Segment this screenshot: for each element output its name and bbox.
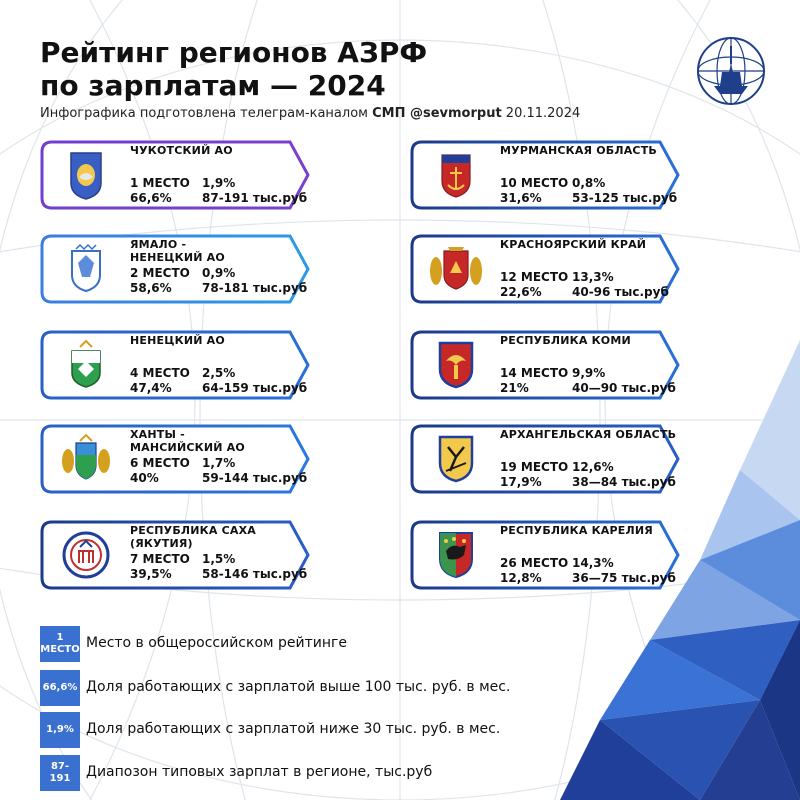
- high-salary-share: 58,6%: [130, 281, 172, 295]
- region-name-line: НЕНЕЦКИЙ АО: [130, 334, 225, 347]
- nenets-emblem-icon: [54, 339, 118, 391]
- region-name: [130, 524, 310, 550]
- yamal-emblem-icon: [54, 243, 118, 295]
- salary-range: 64-159 тыс.руб: [202, 381, 308, 395]
- high-salary-share: 21%: [500, 381, 529, 395]
- region-stats: [500, 176, 677, 206]
- legend-badge-line: 87-: [50, 761, 70, 772]
- legend-badge-line: 191: [49, 773, 71, 784]
- high-salary-share: 31,6%: [500, 191, 542, 205]
- legend-badge: [40, 626, 80, 662]
- high-salary-share: 66,6%: [130, 191, 172, 205]
- salary-range: 58-146 тыс.руб: [202, 567, 308, 581]
- place: 2 МЕСТО: [130, 266, 190, 280]
- legend-badge-line: МЕСТО: [40, 644, 80, 655]
- salary-range: 59-144 тыс.руб: [202, 471, 308, 485]
- region-name: [130, 428, 310, 454]
- place: 14 МЕСТО: [500, 366, 569, 380]
- subtitle-channel: СМП @sevmorput: [372, 106, 502, 121]
- low-salary-share: 1,7%: [202, 456, 236, 470]
- high-salary-share: 39,5%: [130, 567, 172, 581]
- salary-range: 36—75 тыс.руб: [572, 571, 676, 585]
- region-card: [410, 520, 680, 590]
- region-name: [130, 238, 310, 264]
- region-stats: [500, 556, 676, 586]
- high-salary-share: 17,9%: [500, 475, 542, 489]
- low-salary-share: 14,3%: [572, 556, 614, 570]
- region-name: [500, 524, 680, 537]
- region-name-line: МАНСИЙСКИЙ АО: [130, 441, 245, 454]
- place: 26 МЕСТО: [500, 556, 569, 570]
- subtitle: [40, 106, 580, 121]
- legend-badge: [40, 755, 80, 791]
- region-name-line: ЧУКОТСКИЙ АО: [130, 144, 233, 157]
- high-salary-share: 22,6%: [500, 285, 542, 299]
- karelia-emblem-icon: [424, 529, 488, 581]
- salary-range: 38—84 тыс.руб: [572, 475, 676, 489]
- region-name-line: РЕСПУБЛИКА САХА: [130, 524, 256, 537]
- region-card: [410, 234, 680, 304]
- region-name-line: КРАСНОЯРСКИЙ КРАЙ: [500, 238, 647, 251]
- salary-range: 53-125 тыс.руб: [572, 191, 678, 205]
- place: 1 МЕСТО: [130, 176, 190, 190]
- region-name: [130, 334, 310, 347]
- region-stats: [500, 460, 676, 490]
- region-name: [500, 238, 680, 251]
- region-card: [40, 330, 310, 400]
- region-stats: [130, 456, 307, 486]
- legend-badge: [40, 712, 80, 748]
- arkhangelsk-emblem-icon: [424, 433, 488, 485]
- high-salary-share: 47,4%: [130, 381, 172, 395]
- legend-text: Доля работающих с зарплатой выше 100 тыс. руб. в мес.: [86, 679, 511, 695]
- region-card: [40, 140, 310, 210]
- region-name: [500, 334, 680, 347]
- low-salary-share: 1,9%: [202, 176, 236, 190]
- sevmorput-logo-icon: [696, 36, 766, 106]
- legend-badge-line: 1,9%: [46, 724, 74, 735]
- region-name-line: РЕСПУБЛИКА КОМИ: [500, 334, 631, 347]
- salary-range: 40-96 тыс.руб: [572, 285, 669, 299]
- low-salary-share: 1,5%: [202, 552, 236, 566]
- low-salary-share: 0,9%: [202, 266, 236, 280]
- low-salary-share: 2,5%: [202, 366, 236, 380]
- salary-range: 87-191 тыс.руб: [202, 191, 308, 205]
- region-name-line: НЕНЕЦКИЙ АО: [130, 251, 225, 264]
- high-salary-share: 12,8%: [500, 571, 542, 585]
- region-stats: [130, 176, 307, 206]
- title-line-2: по зарплатам — 2024: [40, 69, 386, 102]
- region-card: [410, 424, 680, 494]
- page-title: [40, 36, 427, 102]
- legend-badge-line: 66,6%: [42, 682, 78, 693]
- low-salary-share: 13,3%: [572, 270, 614, 284]
- region-stats: [130, 366, 307, 396]
- khmao-emblem-icon: [54, 433, 118, 485]
- murmansk-emblem-icon: [424, 149, 488, 201]
- region-card: [40, 520, 310, 590]
- chukotka-emblem-icon: [54, 149, 118, 201]
- region-name: [130, 144, 310, 157]
- place: 12 МЕСТО: [500, 270, 569, 284]
- place: 19 МЕСТО: [500, 460, 569, 474]
- region-name-line: ХАНТЫ -: [130, 428, 185, 441]
- krasnoyarsk-emblem-icon: [424, 243, 488, 295]
- region-name: [500, 428, 680, 441]
- place: 7 МЕСТО: [130, 552, 190, 566]
- place: 10 МЕСТО: [500, 176, 569, 190]
- subtitle-prefix: Инфографика подготовлена телеграм-каналом: [40, 106, 373, 121]
- high-salary-share: 40%: [130, 471, 159, 485]
- place: 4 МЕСТО: [130, 366, 190, 380]
- salary-range: 78-181 тыс.руб: [202, 281, 308, 295]
- region-stats: [500, 366, 676, 396]
- region-card: [40, 234, 310, 304]
- legend-text: Диапозон типовых зарплат в регионе, тыс.руб: [86, 764, 433, 780]
- komi-emblem-icon: [424, 339, 488, 391]
- subtitle-date: 20.11.2024: [501, 106, 581, 121]
- region-stats: [500, 270, 669, 300]
- legend-text: Доля работающих с зарплатой ниже 30 тыс. руб. в мес.: [86, 721, 501, 737]
- region-name-line: (ЯКУТИЯ): [130, 537, 193, 550]
- region-card: [410, 330, 680, 400]
- legend-badge: [40, 670, 80, 706]
- region-card: [410, 140, 680, 210]
- sakha-emblem-icon: [54, 529, 118, 581]
- region-card: [40, 424, 310, 494]
- region-name-line: АРХАНГЕЛЬСКАЯ ОБЛАСТЬ: [500, 428, 677, 441]
- legend-badge-line: 1: [56, 632, 64, 643]
- salary-range: 40—90 тыс.руб: [572, 381, 676, 395]
- region-name: [500, 144, 680, 157]
- region-name-line: ЯМАЛО -: [130, 238, 187, 251]
- legend-text: Место в общероссийском рейтинге: [86, 635, 348, 651]
- low-salary-share: 0,8%: [572, 176, 606, 190]
- region-name-line: МУРМАНСКАЯ ОБЛАСТЬ: [500, 144, 657, 157]
- region-name-line: РЕСПУБЛИКА КАРЕЛИЯ: [500, 524, 653, 537]
- title-line-1: Рейтинг регионов АЗРФ: [40, 36, 428, 69]
- place: 6 МЕСТО: [130, 456, 190, 470]
- region-stats: [130, 552, 307, 582]
- low-salary-share: 12,6%: [572, 460, 614, 474]
- low-salary-share: 9,9%: [572, 366, 606, 380]
- region-stats: [130, 266, 307, 296]
